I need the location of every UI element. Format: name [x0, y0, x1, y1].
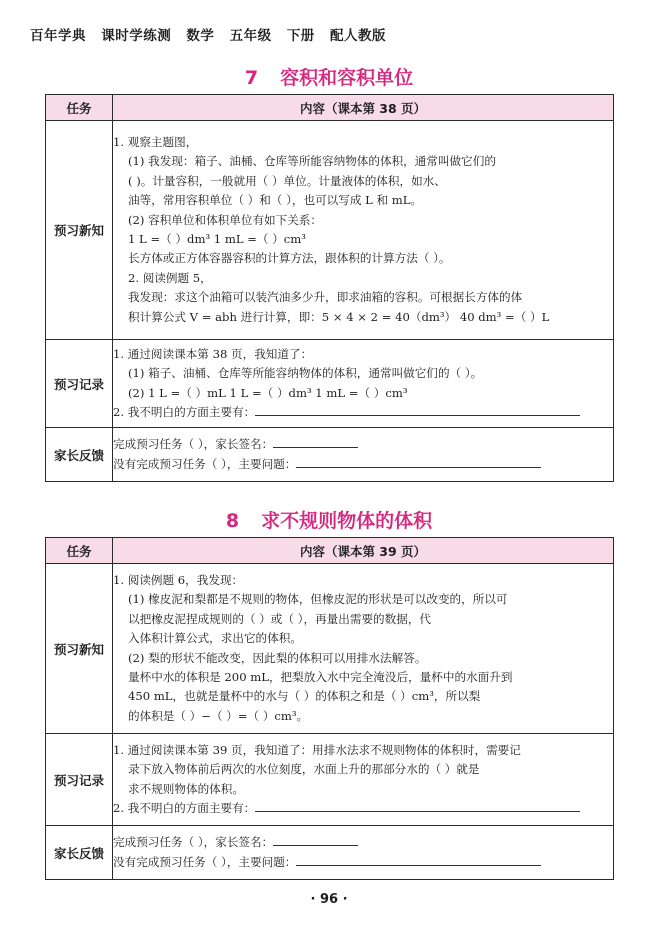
content-line: 1. 阅读例题 6，我发现： — [113, 572, 244, 587]
row-label: 预习记录 — [46, 734, 113, 826]
section-title-text: 容积和容积单位 — [280, 67, 414, 89]
content-line — [113, 403, 613, 422]
content-line: 的体积是（ ）−（ ）=（ ）cm³。 — [128, 708, 309, 723]
signature-blank[interactable] — [273, 835, 358, 846]
table-header-row — [46, 95, 614, 121]
content-line: 求不规则物体的体积。 — [128, 781, 244, 796]
answer-blank[interactable] — [255, 801, 580, 812]
row-label: 预习记录 — [46, 340, 113, 428]
row-parent-feedback — [46, 826, 614, 880]
header-subject: 数学 — [186, 28, 215, 44]
section-number: 8 — [225, 510, 240, 532]
content-line: 450 mL，也就是量杯中的水与（ ）的体积之和是（ ）cm³，所以梨 — [128, 689, 481, 704]
content-line: (1) 箱子、油桶、仓库等所能容纳物体的体积，通常叫做它们的（ ）。 — [128, 366, 483, 381]
book-header — [30, 24, 396, 44]
content-line — [113, 853, 613, 872]
content-line: 1 L =（ ）dm³ 1 mL =（ ）cm³ — [128, 232, 306, 246]
page-number: · 96 · — [310, 892, 348, 907]
section-8-table — [45, 537, 614, 880]
row-content — [113, 340, 614, 428]
row-content — [113, 121, 614, 340]
section-7-table — [45, 94, 614, 482]
row-label: 家长反馈 — [46, 428, 113, 482]
problem-blank[interactable] — [296, 457, 541, 468]
content-line: 我发现：求这个油箱可以装汽油多少升，即求油箱的容积。可根据长方体的体 — [128, 290, 523, 305]
content-line: 油等，常用容积单位（ ）和（ ），也可以写成 L 和 mL。 — [128, 193, 423, 208]
header-grade: 五年级 — [229, 28, 272, 44]
content-line: (2) 容积单位和体积单位有如下关系： — [128, 212, 323, 227]
content-line: 1. 观察主题图， — [113, 134, 198, 149]
content-line: 1. 通过阅读课本第 38 页，我知道了： — [113, 346, 313, 361]
content-line: (2) 梨的形状不能改变，因此梨的体积可以用排水法解答。 — [128, 650, 427, 665]
row-content — [113, 826, 614, 880]
questions-prompt: 2. 我不明白的方面主要有： — [113, 800, 256, 815]
content-line: 入体积计算公式，求出它的体积。 — [128, 631, 302, 646]
row-preview-new — [46, 564, 614, 734]
answer-blank[interactable] — [255, 405, 580, 416]
row-preview-record — [46, 734, 614, 826]
row-label: 预习新知 — [46, 121, 113, 340]
section-number: 7 — [244, 67, 259, 89]
content-line: (1) 我发现：箱子、油桶、仓库等所能容纳物体的体积，通常叫做它们的 — [128, 154, 496, 169]
content-line: 录下放入物体前后两次的水位刻度，水面上升的那部分水的（ ）就是 — [128, 762, 480, 777]
content-line — [113, 455, 613, 474]
content-line: 积计算公式 V = abh 进行计算，即：5 × 4 × 2 = 40（dm³） 40 dm³ =（ ）L — [128, 309, 550, 324]
header-series: 百年学典 — [30, 28, 86, 44]
content-line — [113, 833, 613, 852]
row-preview-record — [46, 340, 614, 428]
row-label: 家长反馈 — [46, 826, 113, 880]
header-edition: 配人教版 — [330, 28, 387, 44]
not-done-prompt: 没有完成预习任务（ ），主要问题： — [113, 854, 297, 869]
header-volume: 下册 — [286, 28, 315, 44]
section-7-title — [0, 63, 658, 90]
signature-blank[interactable] — [273, 437, 358, 448]
content-line: 2. 阅读例题 5， — [128, 270, 212, 285]
column-header-content: 内容（课本第 39 页） — [113, 538, 614, 564]
column-header-content: 内容（课本第 38 页） — [113, 95, 614, 121]
header-book: 课时学练测 — [101, 28, 172, 44]
content-line: 1. 通过阅读课本第 39 页，我知道了：用排水法求不规则物体的体积时，需要记 — [113, 742, 521, 757]
content-line: (2) 1 L =（ ）mL 1 L =（ ）dm³ 1 mL =（ ）cm³ — [128, 385, 408, 400]
row-preview-new — [46, 121, 614, 340]
content-line — [113, 799, 613, 818]
content-line: 量杯中水的体积是 200 mL，把梨放入水中完全淹没后，量杯中的水面升到 — [128, 669, 513, 684]
done-prompt: 完成预习任务（ ），家长签名： — [113, 437, 274, 452]
questions-prompt: 2. 我不明白的方面主要有： — [113, 404, 256, 419]
column-header-task: 任务 — [46, 538, 113, 564]
content-line: 以把橡皮泥捏成规则的（ ）或（ ），再量出需要的数据，代 — [128, 611, 432, 626]
row-parent-feedback — [46, 428, 614, 482]
section-8-title — [0, 506, 658, 533]
table-header-row — [46, 538, 614, 564]
row-label: 预习新知 — [46, 564, 113, 734]
done-prompt: 完成预习任务（ ），家长签名： — [113, 835, 274, 850]
not-done-prompt: 没有完成预习任务（ ），主要问题： — [113, 456, 297, 471]
row-content — [113, 564, 614, 734]
problem-blank[interactable] — [296, 855, 541, 866]
section-title-text: 求不规则物体的体积 — [261, 510, 433, 532]
content-line: 长方体或正方体容器容积的计算方法，跟体积的计算方法（ ）。 — [128, 251, 451, 266]
content-line: ( )。计量容积，一般就用（ ）单位。计量液体的体积，如水、 — [128, 173, 446, 188]
content-line — [113, 435, 613, 454]
row-content — [113, 734, 614, 826]
column-header-task: 任务 — [46, 95, 113, 121]
content-line: (1) 橡皮泥和梨都是不规则的物体，但橡皮泥的形状是可以改变的，所以可 — [128, 592, 508, 607]
row-content — [113, 428, 614, 482]
